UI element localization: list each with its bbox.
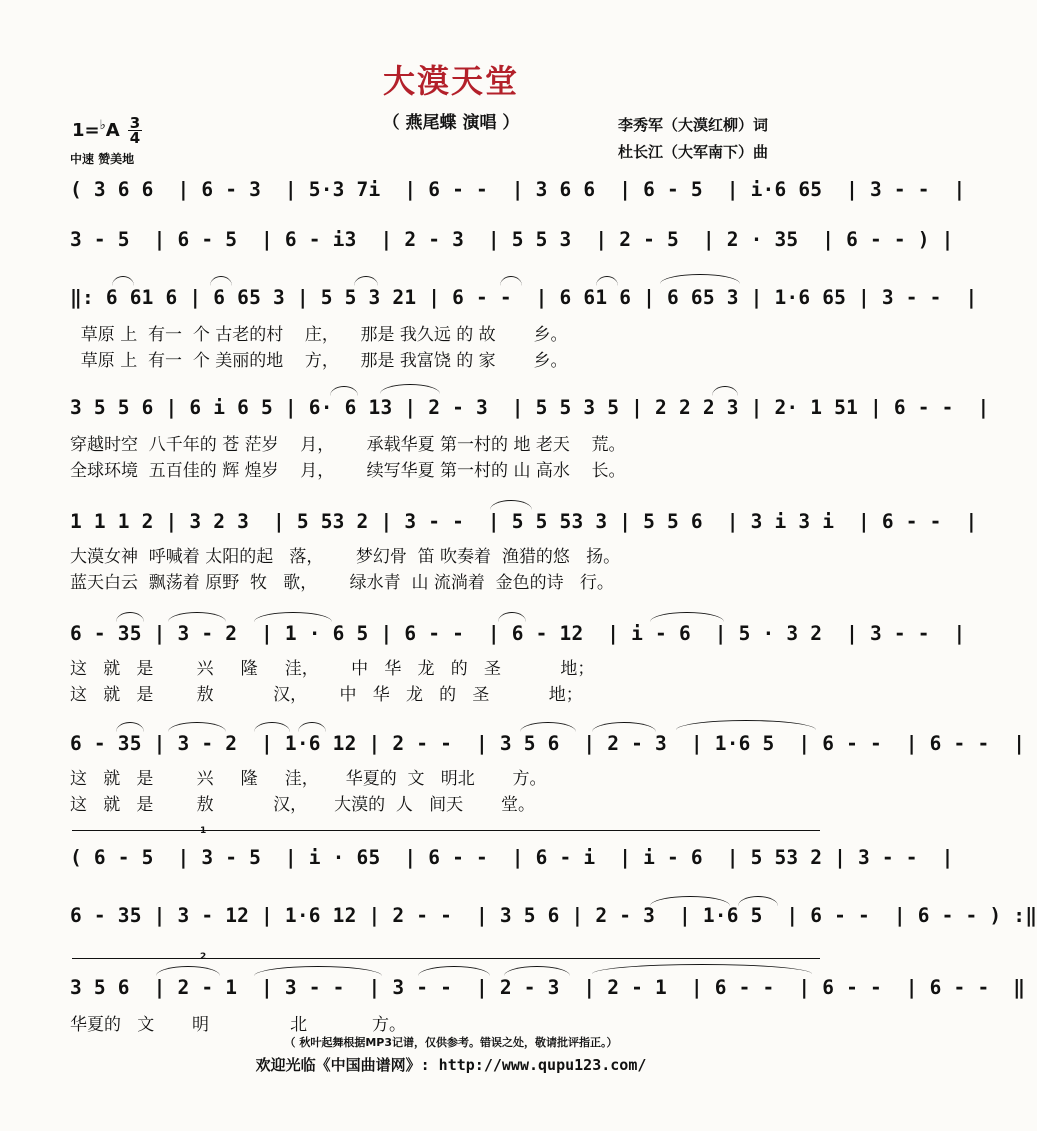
volta-bracket-2 — [72, 958, 820, 959]
lyric-line-6b: 这 就 是 敖 汉， 中 华 龙 的 圣 地； — [70, 685, 583, 705]
slur — [596, 276, 618, 286]
lyric-line-10: 华夏的 文 明 北 方。 — [70, 1015, 406, 1035]
composer: 杜长江（大军南下）曲 — [618, 143, 769, 161]
key-letter: A — [105, 120, 120, 141]
performer-credit: （ 燕尾蝶 演唱 ） — [382, 113, 520, 133]
notation-line-1: ( 3 6 6 | 6 - 3 | 5·3 7i | 6 - - | 3 6 6 | 6 - 5 | i·6 65 | 3 - - | — [70, 178, 966, 201]
slur — [498, 612, 526, 622]
notation-line-7: 6 - 35 | 3 - 2 | 1·6 12 | 2 - - | 3 5 6 | 2 - 3 | 1·6 5 | 6 - - | 6 - - | — [70, 732, 1026, 755]
lyric-line-3a: 草原 上 有一 个 古老的村 庄， 那是 我久远 的 故 乡。 — [70, 325, 568, 345]
time-signature — [128, 116, 142, 145]
slur — [660, 274, 740, 284]
slur — [380, 384, 440, 394]
slur — [168, 612, 226, 622]
time-sig-bottom: 4 — [129, 129, 141, 147]
slur — [676, 720, 816, 730]
key-signature — [72, 118, 120, 141]
tempo-marking: 中速 赞美地 — [70, 152, 135, 166]
lyric-line-3b: 草原 上 有一 个 美丽的地 方， 那是 我富饶 的 家 乡。 — [70, 351, 568, 371]
lyric-line-5a: 大漠女神 呼喊着 太阳的起 落， 梦幻骨 笛 吹奏着 渔猎的悠 扬。 — [70, 547, 621, 567]
slur — [168, 722, 226, 732]
lyricist: 李秀军（大漠红柳）词 — [618, 116, 769, 134]
slur — [500, 276, 522, 286]
slur — [330, 386, 358, 396]
slur — [112, 276, 134, 286]
lyric-line-6a: 这 就 是 兴 隆 洼， 中 华 龙 的 圣 地； — [70, 659, 595, 679]
volta-bracket-1 — [72, 830, 820, 831]
notation-line-5: 1 1 1 2 | 3 2 3 | 5 53 2 | 3 - - | 5 5 53 3 | 5 5 6 | 3 i 3 i | 6 - - | — [70, 510, 978, 533]
time-sig-top: 3 — [129, 114, 141, 132]
slur — [298, 722, 326, 732]
notation-line-8: ( 6 - 5 | 3 - 5 | i · 65 | 6 - - | 6 - i | i - 6 | 5 53 2 | 3 - - | — [70, 846, 954, 869]
volta-number-1: 1 — [200, 826, 207, 836]
flat-symbol: ♭ — [99, 118, 106, 133]
notation-line-10: 3 5 6 | 2 - 1 | 3 - - | 3 - - | 2 - 3 | 2 - 1 | 6 - - | 6 - - | 6 - - ‖ — [70, 976, 1026, 999]
slur — [592, 722, 656, 732]
notation-line-2: 3 - 5 | 6 - 5 | 6 - i3 | 2 - 3 | 5 5 3 | 2 - 5 | 2 · 35 | 6 - - ) | — [70, 228, 954, 251]
slur — [254, 966, 382, 976]
lyric-line-7a: 这 就 是 兴 隆 洼， 华夏的 文 明北 方。 — [70, 769, 547, 789]
slur — [520, 722, 576, 732]
lyric-line-5b: 蓝天白云 飘荡着 原野 牧 歌， 绿水青 山 流淌着 金色的诗 行。 — [70, 573, 614, 593]
lyric-line-7b: 这 就 是 敖 汉， 大漠的 人 间天 堂。 — [70, 795, 535, 815]
notation-line-4: 3 5 5 6 | 6 i 6 5 | 6· 6 13 | 2 - 3 | 5 5 3 5 | 2 2 2 3 | 2· 1 51 | 6 - - | — [70, 396, 990, 419]
slur — [490, 500, 532, 510]
slur — [116, 722, 144, 732]
key-prefix: 1= — [72, 120, 100, 141]
song-title: 大漠天堂 — [382, 62, 519, 100]
notation-line-9: 6 - 35 | 3 - 12 | 1·6 12 | 2 - - | 3 5 6 | 2 - 3 | 1·6 5 | 6 - - | 6 - - ) :‖ — [70, 904, 1037, 927]
notation-line-3: ‖: 6 61 6 | 6 65 3 | 5 5 3 21 | 6 - - | 6 61 6 | 6 65 3 | 1·6 65 | 3 - - | — [70, 286, 978, 309]
slur — [210, 276, 232, 286]
slur — [712, 386, 738, 396]
lyric-line-4a: 穿越时空 八千年的 苍 茫岁 月， 承载华夏 第一村的 地 老天 荒。 — [70, 435, 626, 455]
slur — [418, 966, 490, 976]
lyric-line-4b: 全球环境 五百佳的 辉 煌岁 月， 续写华夏 第一村的 山 高水 长。 — [70, 461, 626, 481]
slur — [254, 612, 332, 622]
slur — [504, 966, 570, 976]
slur — [354, 276, 378, 286]
slur — [254, 722, 290, 732]
transcription-note: （ 秋叶起舞根据MP3记谱，仅供参考。错误之处，敬请批评指正。） — [284, 1036, 618, 1049]
slur — [592, 964, 812, 974]
slur — [116, 612, 144, 622]
slur — [156, 966, 220, 976]
notation-line-6: 6 - 35 | 3 - 2 | 1 · 6 5 | 6 - - | 6 - 12 | i - 6 | 5 · 3 2 | 3 - - | — [70, 622, 966, 645]
volta-number-2: 2 — [200, 952, 207, 962]
site-footer[interactable]: 欢迎光临《中国曲谱网》: http://www.qupu123.com/ — [255, 1056, 647, 1074]
slur — [650, 612, 724, 622]
credits — [618, 112, 768, 166]
